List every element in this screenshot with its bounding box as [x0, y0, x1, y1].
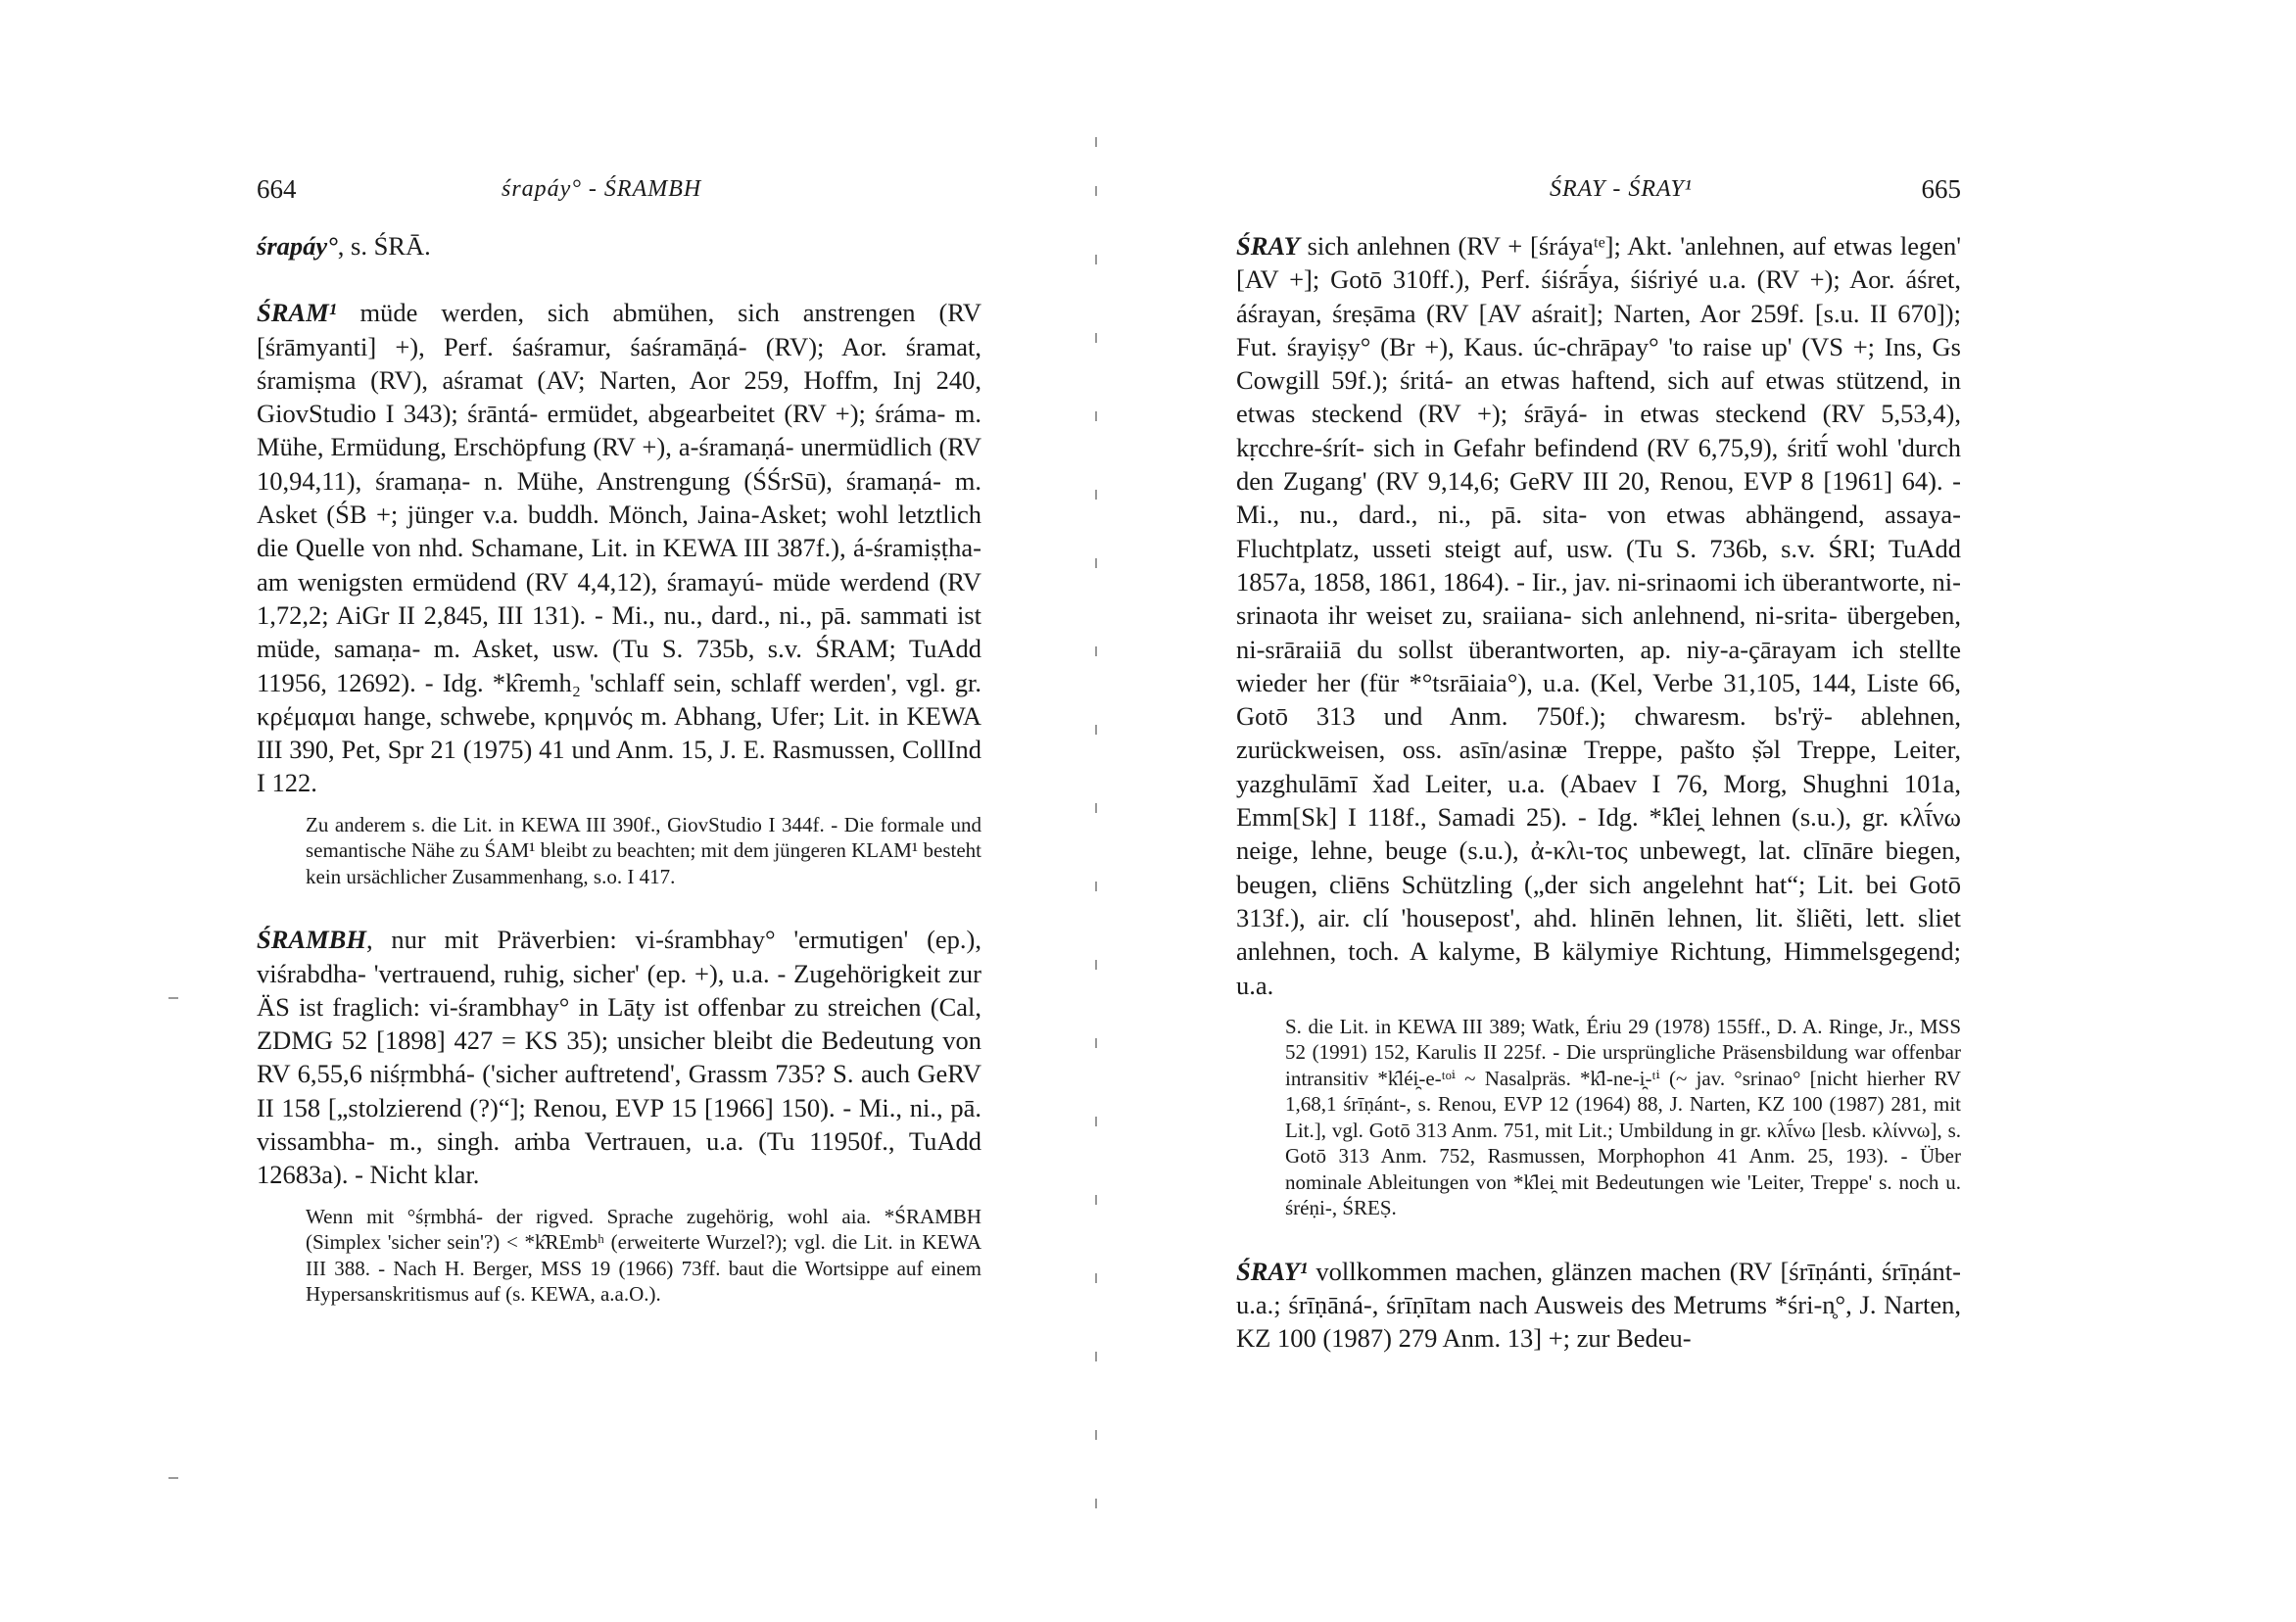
entry-lemma: śrapáy° — [257, 231, 338, 261]
entry-note: S. die Lit. in KEWA III 389; Watk, Ériu 29 (1978) 155ff., D. A. Ringe, Jr., MSS 52 (1991) 152, Karulis II 225f. - Die ursprüngliche Präsensbildung war offenbar intransitiv *k̑léi̯-e-ᵗᵒⁱ ~ Nasalpräs. *k̑l-ne-i̯-ᵗⁱ (~ jav. °srinao° [nicht hierher RV 1,68,1 śrīṇánt-, s. Renou, EVP 12 (1964) 88, J. Narten, KZ 100 (1987) 281, mit Lit.], vgl. Gotō 313 Anm. 751, mit Lit.; Umbildung in gr. κλῑ́νω [lesb. κλίννω], s. Gotō 313 Anm. 752, Rasmussen, Morphophon 41 Anm. 25, 193). - Über nominale Ableitungen von *k̑lei̯ mit Bedeutungen wie 'Leiter, Treppe' s. noch u. śréṇi-, ŚREṢ. — [1285, 1014, 1961, 1220]
entry — [1236, 1255, 1961, 1356]
entry-note: Zu anderem s. die Lit. in KEWA III 390f., GiovStudio I 344f. - Die formale und semantische Nähe zu ŚAM¹ bleibt zu beachten; mit dem jüngeren KLAM¹ besteht kein ursächlicher Zusammenhang, s.o. I 417. — [306, 812, 981, 888]
entry-lemma: ŚRAMBH — [257, 925, 366, 955]
entry-text: , s. ŚRĀ. — [337, 231, 431, 261]
right-body — [1236, 229, 1961, 1356]
page-number: 665 — [1921, 174, 1961, 204]
running-head: śrapáy° - ŚRAMBH — [502, 176, 702, 202]
entry-text: müde werden, sich abmühen, sich anstrengen (RV [śrāmyanti] +), Perf. śaśramur, śaśramāṇá- (RV); Aor. śramat, śramiṣma (RV), aśramat (AV; Narten, Aor 259, Hoffm, Inj 240, GiovStudio I 343); śrāntá- ermüdet, abgearbeitet (RV +); śráma- m. Mühe, Ermüdung, Erschöpfung (RV +), a-śramaṇá- unermüdlich (RV 10,94,11), śramaṇa- n. Mühe, Anstrengung (ŚŚrSū), śramaṇá- m. Asket (ŚB +; jünger v.a. buddh. Mönch, Jaina-Asket; wohl letztlich die Quelle von nhd. Schamane, Lit. in KEWA III 387f.), á-śramiṣṭha- am wenigsten ermüdend (RV 4,4,12), śramayú- müde werdend (RV 1,72,2; AiGr II 2,845, III 131). - Mi., nu., dard., ni., pā. sammati ist müde, samaṇa- m. Asket, usw. (Tu S. 735b, s.v. ŚRAM; TuAdd 11956, 12692). - Idg. *k̑remh₂ 'schlaff sein, schlaff werden', vgl. gr. κρέμαμαι hange, schwebe, κρημνός m. Abhang, Ufer; Lit. in KEWA III 390, Pet, Spr 21 (1975) 41 und Anm. 15, J. E. Rasmussen, CollInd I 122. — [257, 298, 981, 798]
right-page — [1236, 0, 1961, 1622]
entry-text: , nur mit Präverbien: vi-śrambhay° 'ermutigen' (ep.), viśrabdha- 'vertrauend, ruhig, sicher' (ep. +), u.a. - Zugehörigkeit zur ÄS ist fraglich: vi-śrambhay° in Lāṭy ist offenbar zu streichen (Cal, ZDMG 52 [1898] 427 = KS 35); unsicher bleibt die Bedeutung von RV 6,55,6 niśṛmbhá- ('sicher auftretend', Grassm 735? S. auch GeRV II 158 [„stolzierend (?)“]; Renou, EVP 15 [1966] 150). - Mi., ni., pā. vissambha- m., singh. aṁba Vertrauen, u.a. (Tu 11950f., TuAdd 12683a). - Nicht klar. — [257, 925, 981, 1190]
left-header — [257, 174, 981, 210]
entry — [257, 923, 981, 1191]
entry-text: vollkommen machen, glänzen machen (RV [śrīṇánti, śrīṇánt- u.a.; śrīṇāná-, śrīṇītam nach Ausweis des Metrums *śri-n̥°, J. Narten, KZ 100 (1987) 279 Anm. 13] +; zur Bedeu- — [1236, 1256, 1961, 1354]
entry-lemma: ŚRAM¹ — [257, 298, 337, 328]
entry — [257, 229, 981, 262]
left-body — [257, 229, 981, 1308]
entry-lemma: ŚRAY¹ — [1236, 1256, 1308, 1286]
entry-note: Wenn mit °śṛmbhá- der rigved. Sprache zugehörig, wohl aia. *ŚRAMBH (Simplex 'sicher sein'?) < *k̑REmbʰ (erweiterte Wurzel?); vgl. die Lit. in KEWA III 388. - Nach H. Berger, MSS 19 (1966) 73ff. baut die Wortsippe auf einem Hypersanskritismus auf (s. KEWA, a.a.O.). — [306, 1204, 981, 1307]
entry — [1236, 229, 1961, 1002]
page-number: 664 — [257, 174, 297, 204]
left-page — [257, 0, 981, 1622]
entry-text: sich anlehnen (RV + [śráyaᵗᵉ]; Akt. 'anlehnen, auf etwas legen' [AV +]; Gotō 310ff.), Perf. śiśrā́ya, śiśriyé u.a. (RV +); Aor. áśret, áśrayan, śreṣāma (RV [AV aśrait]; Narten, Aor 259f. [s.u. II 670]); Fut. śrayiṣy° (Br +), Kaus. úc-chrāpay° 'to raise up' (VS +; Ins, Gs Cowgill 59f.); śritá- an etwas haftend, sich auf etwas stützend, in etwas steckend (RV +); śrāyá- in etwas steckend (RV 5,53,4), kṛcchre-śrít- sich in Gefahr befindend (RV 6,75,9), śritī́ wohl 'durch den Zugang' (RV 9,14,6; GeRV III 20, Renou, EVP 8 [1961] 64). - Mi., nu., dard., ni., pā. sita- von etwas abhängend, assaya- Fluchtplatz, usseti steigt auf, usw. (Tu S. 736b, s.v. ŚRI; TuAdd 1857a, 1858, 1861, 1864). - Iir., jav. ni-srinaomi ich überantworte, ni-srinaota ihr weiset zu, sraiiana- sich anlehnend, ni-srita- übergeben, ni-srāraiiā du sollst überantworten, ap. niy-a-çārayam ich stellte wieder her (für *°tsrāiaia°), u.a. (Kel, Verbe 31,105, 144, Liste 66, Gotō 313 und Anm. 750f.); chwaresm. bs'rÿ- ablehnen, zurückweisen, oss. asīn/asinæ Treppe, pašto ṣ̌əl Treppe, Leiter, yazghulāmī x̌ad Leiter, u.a. (Abaev I 76, Morg, Shughni 101a, Emm[Sk] I 118f., Samadi 25). - Idg. *k̑lei̯ lehnen (s.u.), gr. κλῑ́νω neige, lehne, beuge (s.u.), ἀ-κλι-τος unbewegt, lat. clīnāre biegen, beugen, cliēns Schützling („der sich angelehnt hat“; Lit. bei Gotō 313f.), air. clí 'housepost', ahd. hlinēn lehnen, lit. šliẽti, lett. sliet anlehnen, toch. A kalyme, B kälymiye Richtung, Himmelsgegend; u.a. — [1236, 231, 1961, 1000]
running-head: ŚRAY - ŚRAY¹ — [1550, 176, 1693, 202]
gutter-divider — [1095, 137, 1099, 1508]
right-header — [1236, 174, 1961, 210]
entry-lemma: ŚRAY — [1236, 231, 1300, 261]
entry — [257, 296, 981, 799]
